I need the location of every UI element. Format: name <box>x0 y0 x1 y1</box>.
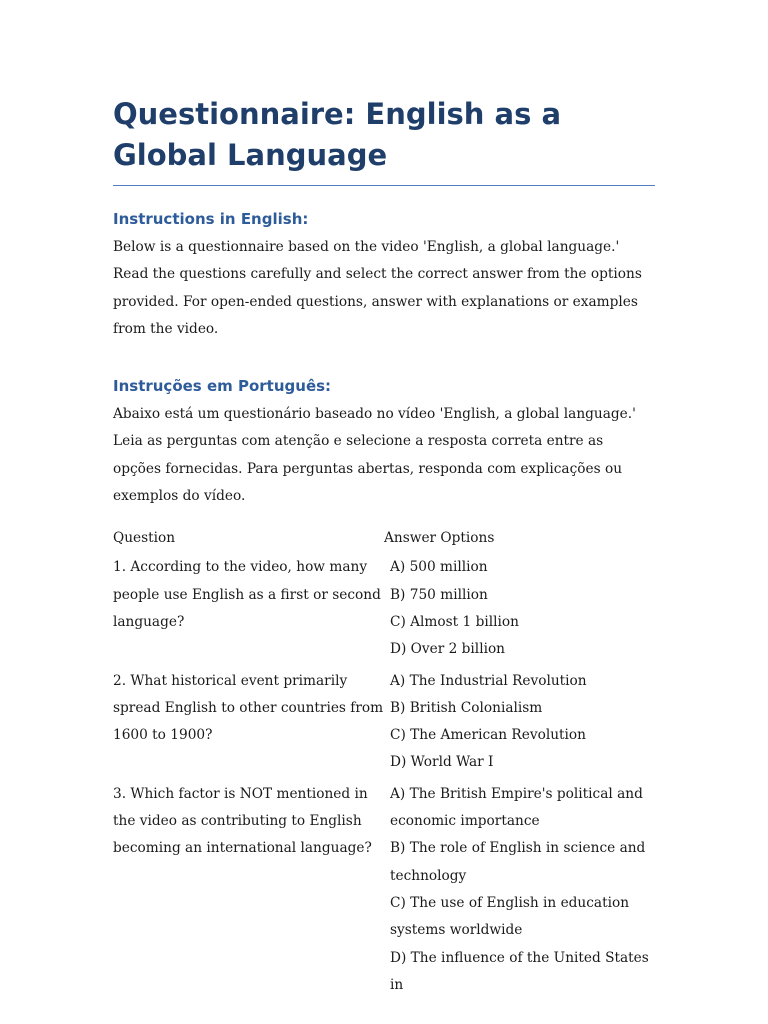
answer-options <box>390 668 661 777</box>
instructions-english-heading: Instructions in English: <box>113 210 309 228</box>
column-header-question: Question <box>113 530 176 547</box>
question-text: 1. According to the video, how many people use English as a first or second language? <box>113 559 381 630</box>
answer-option: A) The Industrial Revolution <box>390 672 587 689</box>
answer-options <box>390 554 661 663</box>
answer-option: D) The influence of the United States in <box>390 949 649 993</box>
document-title: Questionnaire: English as a Global Language <box>113 94 655 186</box>
column-header-answer-options: Answer Options <box>384 530 495 547</box>
answer-options <box>390 781 661 999</box>
question-text: 2. What historical event primarily spread English to other countries from 1600 to 1900? <box>113 672 384 744</box>
table-header-row <box>113 526 655 550</box>
document-body <box>113 94 655 999</box>
table-row <box>113 781 655 999</box>
answer-option: D) World War I <box>390 754 494 771</box>
answer-option: C) The American Revolution <box>390 727 586 744</box>
answer-option: A) 500 million <box>390 559 488 576</box>
questionnaire-table <box>113 526 655 999</box>
answer-option: B) The role of English in science and technology <box>390 840 646 884</box>
table-row <box>113 668 655 777</box>
instructions-portuguese-text: Abaixo está um questionário baseado no vídeo 'English, a global language.' Leia as perguntas com atenção e selecione a resposta correta entre as opções fornecidas. Para perguntas abertas, responda com explicações ou exemplos do vídeo. <box>113 406 636 505</box>
answer-option: C) The use of English in education systems worldwide <box>390 894 630 939</box>
instructions-portuguese-heading: Instruções em Português: <box>113 377 332 396</box>
question-text: 3. Which factor is NOT mentioned in the video as contributing to English becoming an international language? <box>113 785 372 857</box>
answer-option: A) The British Empire's political and economic importance <box>390 785 643 830</box>
answer-option: B) British Colonialism <box>390 699 543 716</box>
answer-option: C) Almost 1 billion <box>390 613 519 630</box>
table-row <box>113 554 655 663</box>
instructions-english-text: Below is a questionnaire based on the video 'English, a global language.' Read the questions carefully and select the correct answer from the options provided. For open-ended questions, answer with explanations or examples from the video. <box>113 239 642 337</box>
answer-option: B) 750 million <box>390 586 488 603</box>
answer-option: D) Over 2 billion <box>390 641 506 658</box>
